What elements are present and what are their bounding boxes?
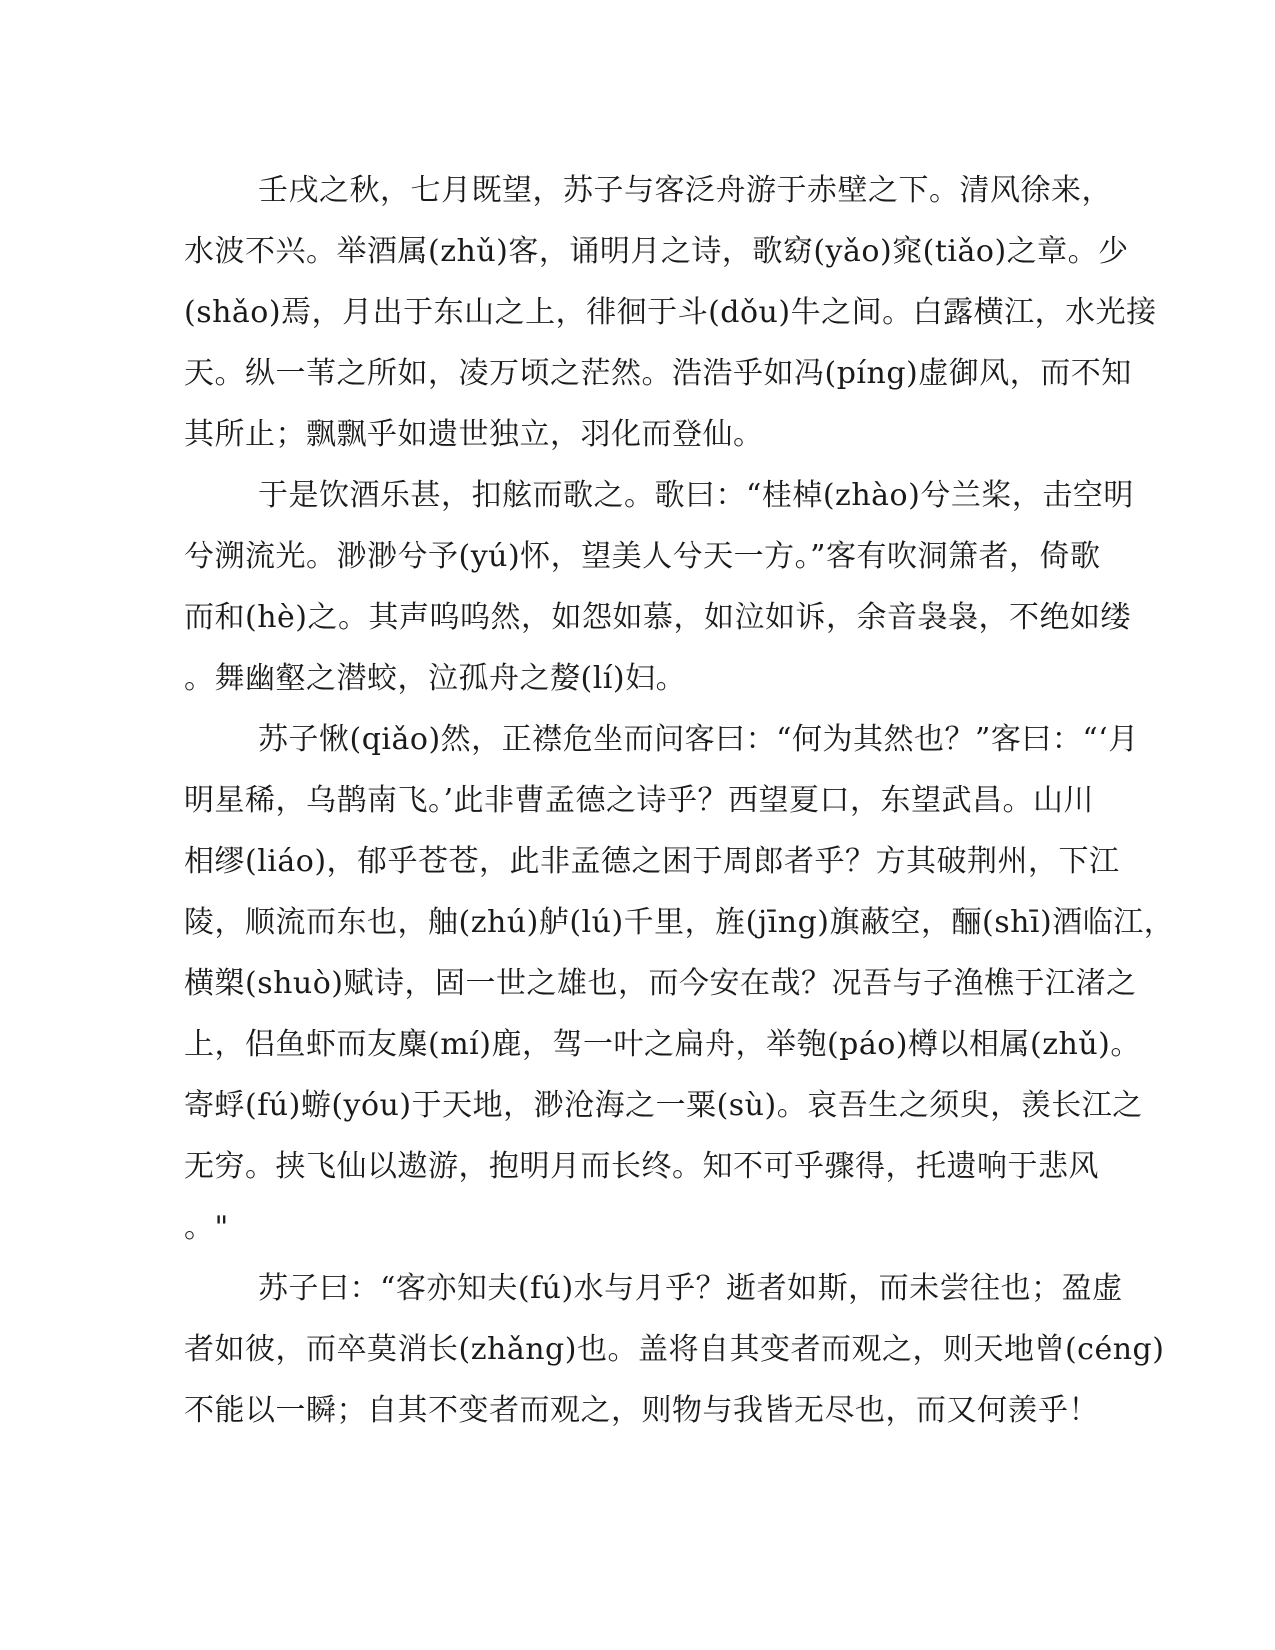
paragraph-4 bbox=[184, 1258, 1165, 1441]
document-body bbox=[184, 160, 1175, 1441]
text-line: 水波不兴。举酒属(zhǔ)客，诵明月之诗，歌窈(yǎo)窕(tiǎo)之章。少 bbox=[184, 234, 1129, 269]
text-line: 陵，顺流而东也，舳(zhú)舻(lú)千里，旌(jīng)旗蔽空，酾(shī)酒临江， bbox=[184, 905, 1175, 940]
text-line: 壬戌之秋，七月既望，苏子与客泛舟游于赤壁之下。清风徐来， bbox=[258, 173, 1112, 208]
text-line: 明星稀，乌鹊南飞。’此非曹孟德之诗乎？西望夏口，东望武昌。山川 bbox=[184, 783, 1095, 818]
text-line: 其所止；飘飘乎如遗世独立，羽化而登仙。 bbox=[184, 417, 764, 452]
text-line: 上，侣鱼虾而友麋(mí)鹿，驾一叶之扁舟，举匏(páo)樽以相属(zhǔ)。 bbox=[184, 1027, 1141, 1062]
text-line: 相缪(liáo)，郁乎苍苍，此非孟德之困于周郎者乎？方其破荆州，下江 bbox=[184, 844, 1120, 879]
text-line: 寄蜉(fú)蝣(yóu)于天地，渺沧海之一粟(sù)。哀吾生之须臾，羡长江之 bbox=[184, 1088, 1143, 1123]
text-line: 不能以一瞬；自其不变者而观之，则物与我皆无尽也，而又何羡乎！ bbox=[184, 1393, 1099, 1428]
paragraph-1 bbox=[184, 160, 1157, 465]
text-line: 苏子曰：“客亦知夫(fú)水与月乎？逝者如斯，而未尝往也；盈虚 bbox=[258, 1271, 1123, 1306]
paragraph-2 bbox=[184, 465, 1134, 709]
paragraph-3 bbox=[184, 709, 1175, 1258]
text-line: 苏子愀(qiǎo)然，正襟危坐而问客曰：“何为其然也？”客曰：“‘月 bbox=[258, 722, 1139, 757]
text-line: 者如彼，而卒莫消长(zhǎng)也。盖将自其变者而观之，则天地曾(céng) bbox=[184, 1332, 1165, 1367]
text-line: 无穷。挟飞仙以遨游，抱明月而长终。知不可乎骤得，托遗响于悲风 bbox=[184, 1149, 1099, 1184]
text-line: (shǎo)焉，月出于东山之上，徘徊于斗(dǒu)牛之间。白露横江，水光接 bbox=[184, 295, 1157, 330]
text-line: 兮溯流光。渺渺兮予(yú)怀，望美人兮天一方。”客有吹洞箫者，倚歌 bbox=[184, 539, 1101, 574]
text-line: 。舞幽壑之潜蛟，泣孤舟之嫠(lí)妇。 bbox=[184, 661, 687, 696]
text-line: 于是饮酒乐甚，扣舷而歌之。歌曰：“桂棹(zhào)兮兰桨，击空明 bbox=[258, 478, 1134, 513]
text-line: 横槊(shuò)赋诗，固一世之雄也，而今安在哉？况吾与子渔樵于江渚之 bbox=[184, 966, 1137, 1001]
text-line: 。" bbox=[184, 1210, 229, 1245]
text-line: 天。纵一苇之所如，凌万顷之茫然。浩浩乎如冯(píng)虚御风，而不知 bbox=[184, 356, 1132, 391]
text-line: 而和(hè)之。其声呜呜然，如怨如慕，如泣如诉，余音袅袅，不绝如缕 bbox=[184, 600, 1131, 635]
